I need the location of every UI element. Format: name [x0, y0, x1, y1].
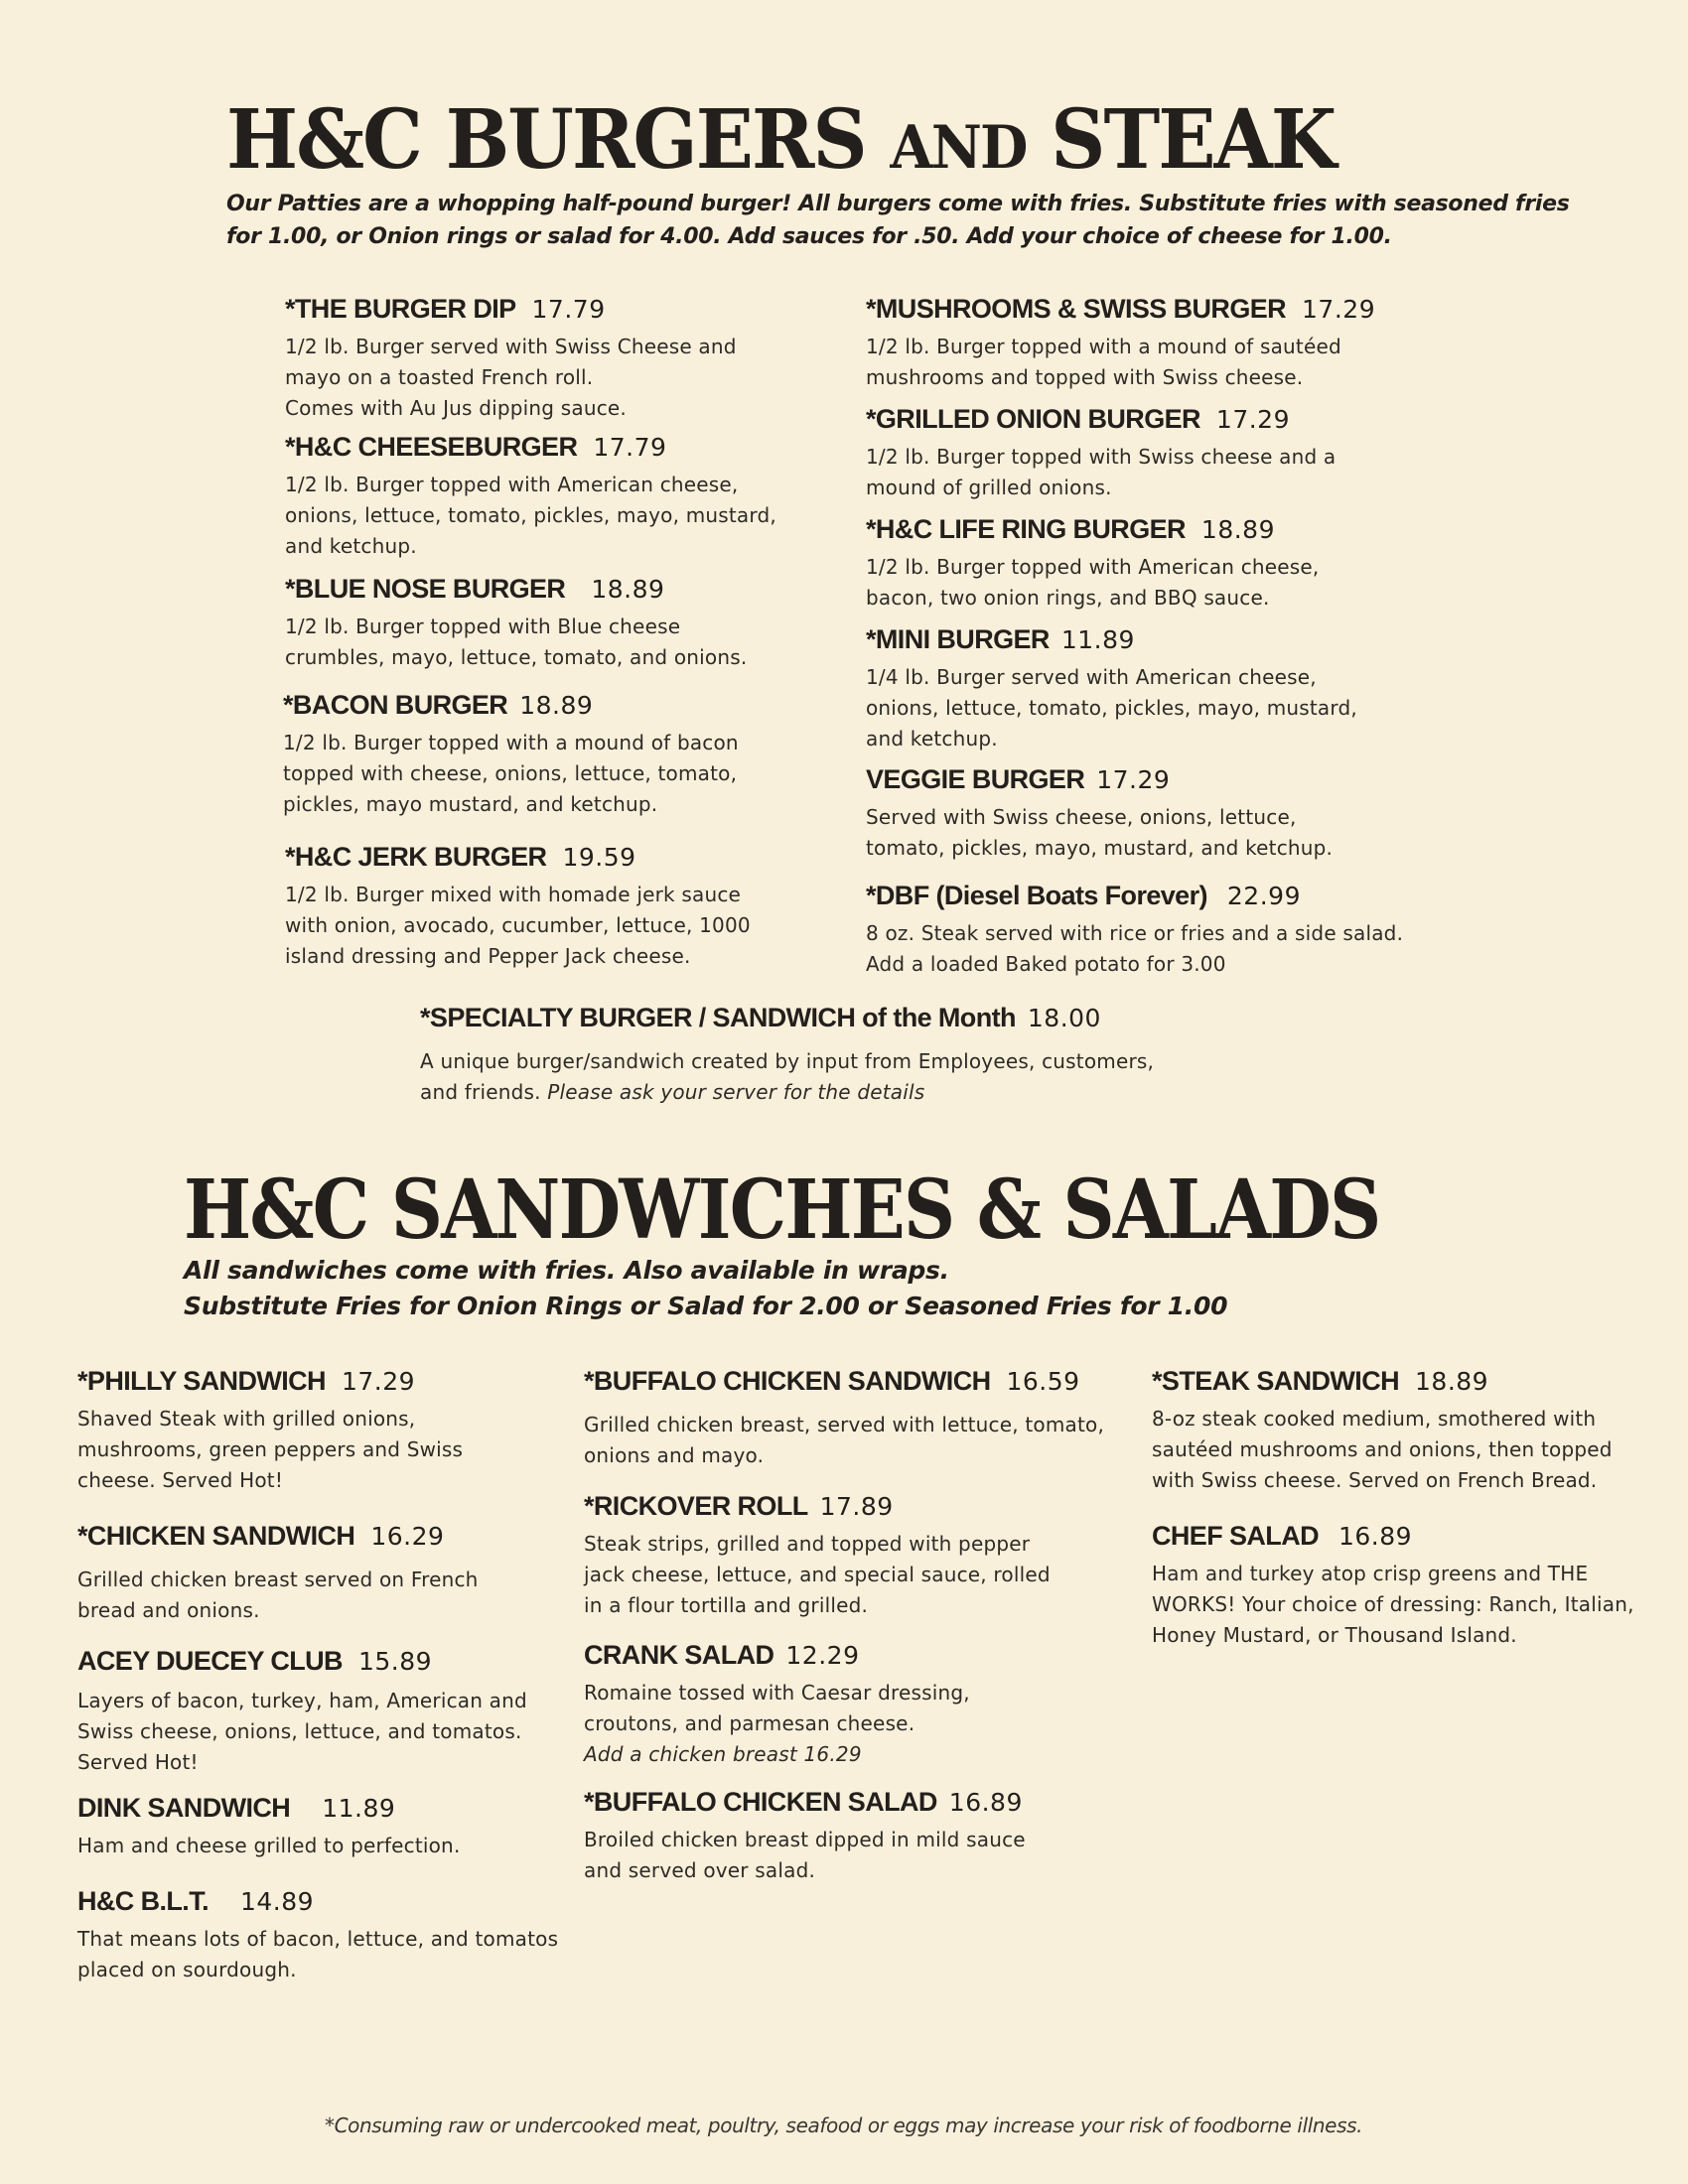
- item-description: [283, 728, 839, 820]
- item-description: [77, 1404, 574, 1496]
- desc-line: crumbles, mayo, lettuce, tomato, and onions.: [285, 645, 748, 669]
- item-price: 14.89: [240, 1887, 315, 1916]
- item-name: CRANK SALAD: [584, 1640, 774, 1670]
- item-name: *H&C CHEESEBURGER: [285, 432, 578, 462]
- item-name: CHEF SALAD: [1152, 1521, 1319, 1551]
- item-description: [77, 1831, 574, 1861]
- item-name: H&C B.L.T.: [77, 1886, 209, 1916]
- desc-line: 1/2 lb. Burger topped with a mound of sautéed: [866, 335, 1341, 358]
- item-price: 11.89: [322, 1794, 396, 1823]
- item-description: [285, 470, 841, 562]
- menu-item-specialty-of-month: [420, 1001, 1234, 1108]
- item-price: 17.29: [341, 1367, 416, 1396]
- item-description: [285, 612, 841, 673]
- menu-item-acey-duecey-club: [77, 1644, 584, 1778]
- menu-item-buffalo-chicken-salad: [584, 1785, 1120, 1886]
- burgers-intro: [226, 188, 1570, 253]
- desc-line: and ketchup.: [285, 534, 417, 558]
- item-description: [584, 1825, 1120, 1886]
- desc-line: onions and mayo.: [584, 1443, 765, 1467]
- desc-text: and friends.: [420, 1080, 548, 1104]
- item-description: [866, 332, 1462, 393]
- item-name: ACEY DUECEY CLUB: [77, 1646, 343, 1676]
- item-price: 18.89: [1200, 515, 1275, 544]
- desc-line: 1/2 lb. Burger topped with Blue cheese: [285, 614, 681, 638]
- item-name: *PHILLY SANDWICH: [77, 1366, 326, 1396]
- item-name: *H&C LIFE RING BURGER: [866, 514, 1186, 544]
- menu-item-hc-cheeseburger: [285, 430, 841, 562]
- item-name: *BUFFALO CHICKEN SALAD: [584, 1787, 937, 1817]
- desc-line: Served with Swiss cheese, onions, lettuce,: [866, 805, 1297, 829]
- item-price: 17.89: [819, 1492, 894, 1521]
- desc-line: 1/4 lb. Burger served with American cheese,: [866, 665, 1317, 689]
- desc-line: A unique burger/sandwich created by input from Employees, customers,: [420, 1049, 1155, 1073]
- desc-line: Honey Mustard, or Thousand Island.: [1152, 1623, 1517, 1647]
- menu-item-dink-sandwich: [77, 1791, 574, 1861]
- desc-line: WORKS! Your choice of dressing: Ranch, Italian,: [1152, 1592, 1634, 1616]
- desc-line: mushrooms and topped with Swiss cheese.: [866, 365, 1304, 389]
- desc-line: 1/2 lb. Burger mixed with homade jerk sauce: [285, 883, 742, 906]
- title-text: H&C BURGERS: [226, 92, 891, 188]
- item-name: *STEAK SANDWICH: [1152, 1366, 1400, 1396]
- desc-line: Ham and cheese grilled to perfection.: [77, 1834, 461, 1857]
- item-price: 18.00: [1027, 1004, 1101, 1032]
- item-price: 18.89: [1415, 1367, 1489, 1396]
- item-description: [77, 1924, 594, 1985]
- item-price: 16.29: [370, 1522, 445, 1551]
- item-name: *CHICKEN SANDWICH: [77, 1521, 355, 1551]
- menu-item-grilled-onion-burger: [866, 402, 1422, 503]
- sandwiches-intro-line: All sandwiches come with fries. Also available in wraps.: [184, 1256, 949, 1285]
- desc-line: Served Hot!: [77, 1750, 199, 1774]
- item-name: *BACON BURGER: [283, 690, 508, 720]
- desc-line: tomato, pickles, mayo, mustard, and ketchup.: [866, 836, 1334, 860]
- desc-line: 1/2 lb. Burger topped with Swiss cheese and a: [866, 445, 1336, 469]
- desc-line: in a flour tortilla and grilled.: [584, 1593, 869, 1617]
- item-description: [866, 662, 1422, 754]
- item-price: 17.79: [531, 295, 606, 324]
- desc-line: Comes with Au Jus dipping sauce.: [285, 396, 627, 420]
- item-name: *MINI BURGER: [866, 624, 1050, 654]
- desc-line: with onion, avocado, cucumber, lettuce, 1000: [285, 913, 751, 937]
- item-price: 11.89: [1060, 625, 1135, 654]
- desc-line: Romaine tossed with Caesar dressing,: [584, 1681, 970, 1705]
- item-name: *GRILLED ONION BURGER: [866, 404, 1200, 434]
- desc-line: croutons, and parmesan cheese.: [584, 1711, 915, 1735]
- item-price: 19.59: [562, 843, 636, 872]
- desc-line: Broiled chicken breast dipped in mild sauce: [584, 1828, 1026, 1851]
- menu-item-chef-salad: [1152, 1519, 1688, 1651]
- desc-line: mayo on a toasted French roll.: [285, 365, 594, 389]
- item-price: 22.99: [1226, 882, 1301, 910]
- sandwiches-intro: [184, 1253, 1227, 1324]
- desc-line: Grilled chicken breast, served with lettuce, tomato,: [584, 1413, 1105, 1436]
- foodborne-illness-disclaimer: *Consuming raw or undercooked meat, poultry, seafood or eggs may increase your risk of foodborne illness.: [325, 2114, 1363, 2137]
- desc-line: sautéed mushrooms and onions, then topped: [1152, 1437, 1613, 1461]
- item-name: *SPECIALTY BURGER / SANDWICH of the Month: [420, 1003, 1016, 1032]
- desc-line: Steak strips, grilled and topped with pepper: [584, 1532, 1031, 1556]
- item-price: 17.79: [593, 433, 667, 462]
- item-price: 15.89: [357, 1647, 433, 1676]
- item-name: *BLUE NOSE BURGER: [285, 574, 566, 604]
- desc-line: bacon, two onion rings, and BBQ sauce.: [866, 586, 1270, 610]
- item-price: 12.29: [785, 1641, 860, 1670]
- desc-line: 8-oz steak cooked medium, smothered with: [1152, 1407, 1597, 1431]
- desc-line: 1/2 lb. Burger topped with American cheese,: [285, 473, 739, 496]
- item-description: [584, 1678, 1120, 1770]
- item-price: 16.89: [1338, 1522, 1413, 1551]
- item-price: 17.29: [1096, 765, 1171, 794]
- menu-item-veggie-burger: [866, 762, 1422, 864]
- menu-item-hc-blt: [77, 1884, 594, 1985]
- item-description: [866, 802, 1422, 864]
- item-name: *BUFFALO CHICKEN SANDWICH: [584, 1366, 991, 1396]
- item-name: DINK SANDWICH: [77, 1793, 291, 1823]
- menu-item-crank-salad: [584, 1638, 1120, 1770]
- burgers-intro-line: Our Patties are a whopping half-pound burger! All burgers come with fries. Substitute fries with seasoned fries: [226, 192, 1570, 216]
- menu-item-hc-life-ring-burger: [866, 512, 1422, 614]
- desc-line: 1/2 lb. Burger served with Swiss Cheese and: [285, 335, 737, 358]
- menu-item-dbf-steak: [866, 879, 1481, 980]
- burgers-section-title: [226, 92, 1336, 188]
- menu-item-steak-sandwich: [1152, 1364, 1668, 1496]
- desc-line: [420, 1077, 1234, 1108]
- desc-line: mushrooms, green peppers and Swiss: [77, 1437, 464, 1461]
- desc-line: mound of grilled onions.: [866, 476, 1112, 499]
- desc-line: and ketchup.: [866, 727, 998, 751]
- menu-item-bacon-burger: [283, 688, 839, 820]
- desc-line: and served over salad.: [584, 1858, 816, 1882]
- desc-line: jack cheese, lettuce, and special sauce, rolled: [584, 1563, 1051, 1586]
- desc-line: Add a loaded Baked potato for 3.00: [866, 952, 1226, 976]
- item-description: [420, 1046, 1234, 1108]
- desc-line: Layers of bacon, turkey, ham, American and: [77, 1689, 527, 1712]
- menu-item-buffalo-chicken-sandwich: [584, 1364, 1140, 1471]
- desc-line: bread and onions.: [77, 1598, 260, 1622]
- item-name: *H&C JERK BURGER: [285, 842, 547, 872]
- desc-line: 8 oz. Steak served with rice or fries and a side salad.: [866, 921, 1404, 945]
- desc-line: onions, lettuce, tomato, pickles, mayo, mustard,: [285, 503, 776, 527]
- desc-line: placed on sourdough.: [77, 1958, 297, 1981]
- menu-item-blue-nose-burger: [285, 572, 841, 673]
- item-price: 18.89: [519, 691, 594, 720]
- desc-line: 1/2 lb. Burger topped with American cheese,: [866, 555, 1320, 579]
- desc-line: pickles, mayo mustard, and ketchup.: [283, 792, 658, 816]
- menu-item-burger-dip: [285, 292, 841, 424]
- sandwiches-intro-line: Substitute Fries for Onion Rings or Salad for 2.00 or Seasoned Fries for 1.00: [184, 1292, 1228, 1320]
- menu-item-mushrooms-swiss-burger: [866, 292, 1462, 393]
- item-description: [285, 332, 841, 424]
- desc-line: with Swiss cheese. Served on French Bread.: [1152, 1468, 1598, 1492]
- desc-line: onions, lettuce, tomato, pickles, mayo, mustard,: [866, 696, 1357, 720]
- item-description: [584, 1410, 1140, 1471]
- menu-item-chicken-sandwich: [77, 1519, 574, 1626]
- add-on-note: Add a chicken breast 16.29: [584, 1742, 862, 1766]
- item-price: 18.89: [591, 575, 665, 604]
- item-price: 16.89: [948, 1788, 1023, 1817]
- item-name: VEGGIE BURGER: [866, 764, 1085, 794]
- menu-item-hc-jerk-burger: [285, 840, 841, 972]
- item-description: [584, 1529, 1120, 1621]
- item-name: *MUSHROOMS & SWISS BURGER: [866, 294, 1287, 324]
- item-price: 17.29: [1215, 405, 1290, 434]
- menu-item-philly-sandwich: [77, 1364, 574, 1496]
- desc-line: Grilled chicken breast served on French: [77, 1568, 479, 1591]
- item-description: [866, 552, 1422, 614]
- item-price: 17.29: [1302, 295, 1376, 324]
- item-description: [866, 918, 1481, 980]
- title-small-text: AND: [890, 113, 1027, 183]
- desc-line: 1/2 lb. Burger topped with a mound of bacon: [283, 731, 739, 754]
- sandwiches-section-title: H&C SANDWICHES & SALADS: [184, 1162, 1380, 1258]
- item-name: *RICKOVER ROLL: [584, 1491, 808, 1521]
- desc-line: Shaved Steak with grilled onions,: [77, 1407, 416, 1431]
- desc-line: Ham and turkey atop crisp greens and THE: [1152, 1562, 1589, 1585]
- menu-item-mini-burger: [866, 622, 1422, 754]
- title-text: STEAK: [1026, 92, 1336, 188]
- item-description: [1152, 1404, 1668, 1496]
- desc-line: island dressing and Pepper Jack cheese.: [285, 944, 691, 968]
- item-description: [285, 880, 841, 972]
- desc-line: cheese. Served Hot!: [77, 1468, 284, 1492]
- desc-line: Swiss cheese, onions, lettuce, and tomatos.: [77, 1719, 522, 1743]
- desc-line: topped with cheese, onions, lettuce, tomato,: [283, 761, 738, 785]
- item-description: [1152, 1559, 1688, 1651]
- item-name: *DBF (Diesel Boats Forever): [866, 881, 1207, 910]
- menu-item-rickover-roll: [584, 1489, 1120, 1621]
- item-description: [77, 1686, 584, 1778]
- item-description: [866, 442, 1422, 503]
- item-price: 16.59: [1006, 1367, 1080, 1396]
- desc-line: That means lots of bacon, lettuce, and tomatos: [77, 1927, 559, 1951]
- desc-note: Please ask your server for the details: [547, 1080, 925, 1104]
- item-description: [77, 1565, 574, 1626]
- burgers-intro-line: for 1.00, or Onion rings or salad for 4.00. Add sauces for .50. Add your choice of cheese for 1.00.: [226, 224, 1392, 249]
- item-name: *THE BURGER DIP: [285, 294, 516, 324]
